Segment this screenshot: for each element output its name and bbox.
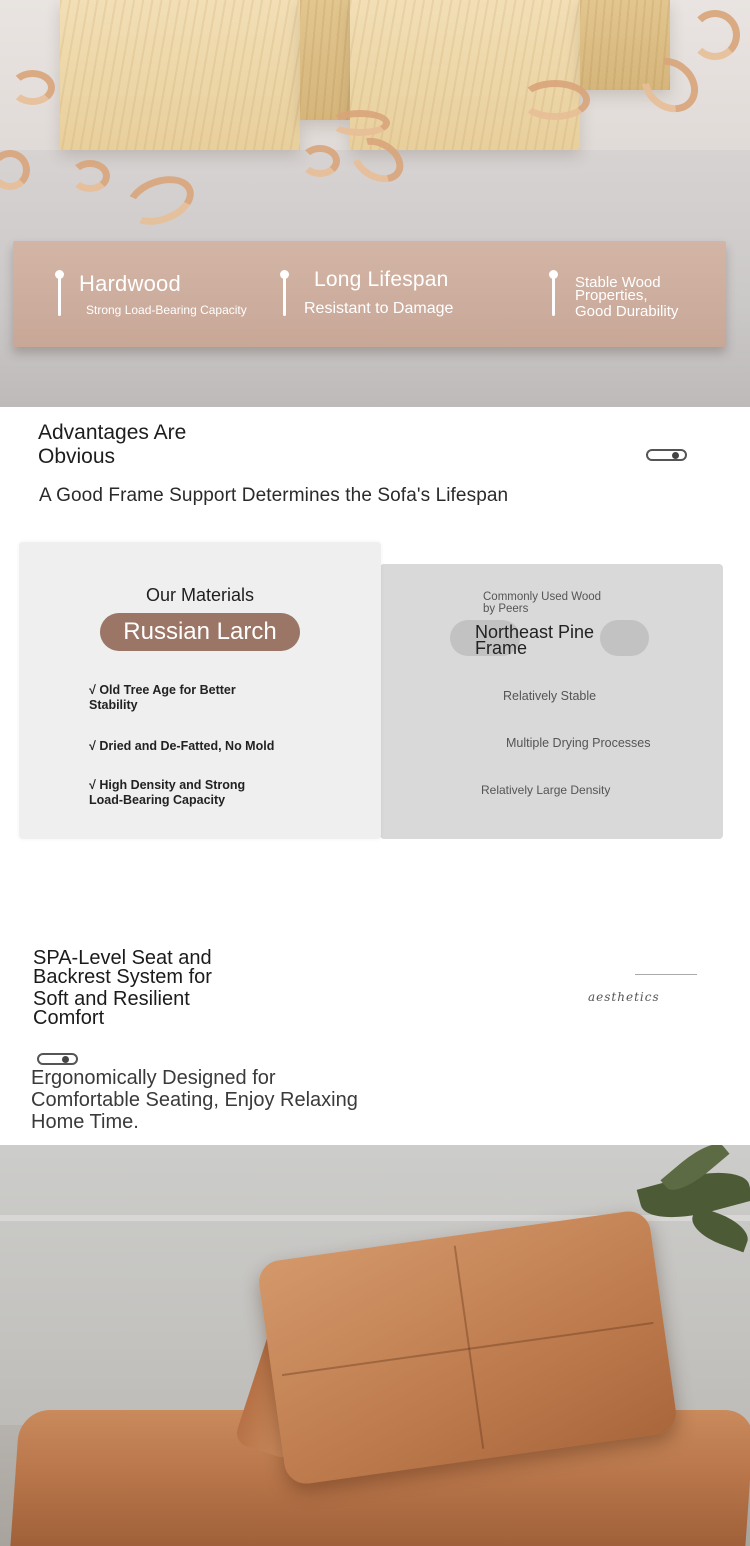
peer-point: Relatively Large Density xyxy=(481,783,611,797)
title-line: Soft and Resilient xyxy=(33,988,190,1010)
pin-marker xyxy=(552,274,555,316)
toggle-dot xyxy=(672,452,679,459)
point-line: √ Dried and De-Fatted, No Mold xyxy=(89,739,275,753)
wood-shaving xyxy=(690,10,740,60)
feature-banner xyxy=(13,241,726,347)
wood-shaving xyxy=(300,145,340,177)
material-point xyxy=(89,683,289,713)
wood-shaving xyxy=(520,80,590,120)
our-materials-label: Our Materials xyxy=(146,585,255,605)
wood-shaving xyxy=(70,160,110,192)
title-line: Advantages Are xyxy=(38,421,187,444)
point-line: √ High Density and Strong xyxy=(89,778,246,792)
decorative-line xyxy=(635,974,697,975)
peers-line: by Peers xyxy=(483,603,529,615)
pin-marker xyxy=(58,274,61,316)
advantages-title xyxy=(38,421,278,469)
material-point xyxy=(89,739,289,754)
wood-block xyxy=(60,0,300,150)
toggle-ornament xyxy=(646,449,687,461)
peers-label xyxy=(483,591,623,615)
wood-shaving xyxy=(10,70,55,105)
script-word: aesthetics xyxy=(588,990,660,1004)
peers-line: Commonly Used Wood xyxy=(483,591,602,603)
peer-point: Relatively Stable xyxy=(503,689,597,703)
wood-block-side xyxy=(300,0,350,120)
point-line: Load-Bearing Capacity xyxy=(89,793,226,807)
subtitle-line: Ergonomically Designed for xyxy=(31,1067,276,1089)
title-line: Backrest System for xyxy=(33,966,212,988)
material-pill: Russian Larch xyxy=(100,613,300,651)
title-line: Obvious xyxy=(38,445,116,468)
feature-subtitle-lifespan: Resistant to Damage xyxy=(304,300,454,317)
feature-title-lifespan: Long Lifespan xyxy=(314,268,449,291)
pine-line: Northeast Pine xyxy=(475,622,595,642)
toggle-ornament xyxy=(37,1053,78,1065)
feature-title-stable xyxy=(575,276,678,318)
peer-material-name xyxy=(475,624,615,656)
pine-line: Frame xyxy=(475,638,528,658)
feature-line: Good Durability xyxy=(575,303,679,320)
spa-title xyxy=(33,949,273,1028)
subtitle-line: Home Time. xyxy=(31,1111,139,1133)
subtitle-line: Comfortable Seating, Enjoy Relaxing xyxy=(31,1089,358,1111)
sofa-photo xyxy=(0,1145,750,1546)
peer-point: Multiple Drying Processes xyxy=(506,736,651,750)
wood-shaving xyxy=(330,110,390,136)
feature-subtitle-hardwood: Strong Load-Bearing Capacity xyxy=(86,303,247,317)
title-line: Comfort xyxy=(33,1007,105,1029)
feature-line: Stable Wood xyxy=(575,274,661,291)
plant-leaf xyxy=(687,1206,750,1253)
advantages-subtitle: A Good Frame Support Determines the Sofa's Lifespan xyxy=(39,485,509,506)
title-line: SPA-Level Seat and xyxy=(33,947,212,969)
feature-title-hardwood: Hardwood xyxy=(79,271,181,296)
point-line: √ Old Tree Age for Better xyxy=(89,683,236,697)
pin-marker xyxy=(283,274,286,316)
point-line: Stability xyxy=(89,698,138,712)
toggle-dot xyxy=(62,1056,69,1063)
feature-line: Properties, xyxy=(575,287,648,304)
spa-subtitle xyxy=(31,1067,391,1133)
cushion-seam xyxy=(282,1321,654,1375)
material-point xyxy=(89,778,289,808)
hero-wood-image xyxy=(0,0,750,407)
